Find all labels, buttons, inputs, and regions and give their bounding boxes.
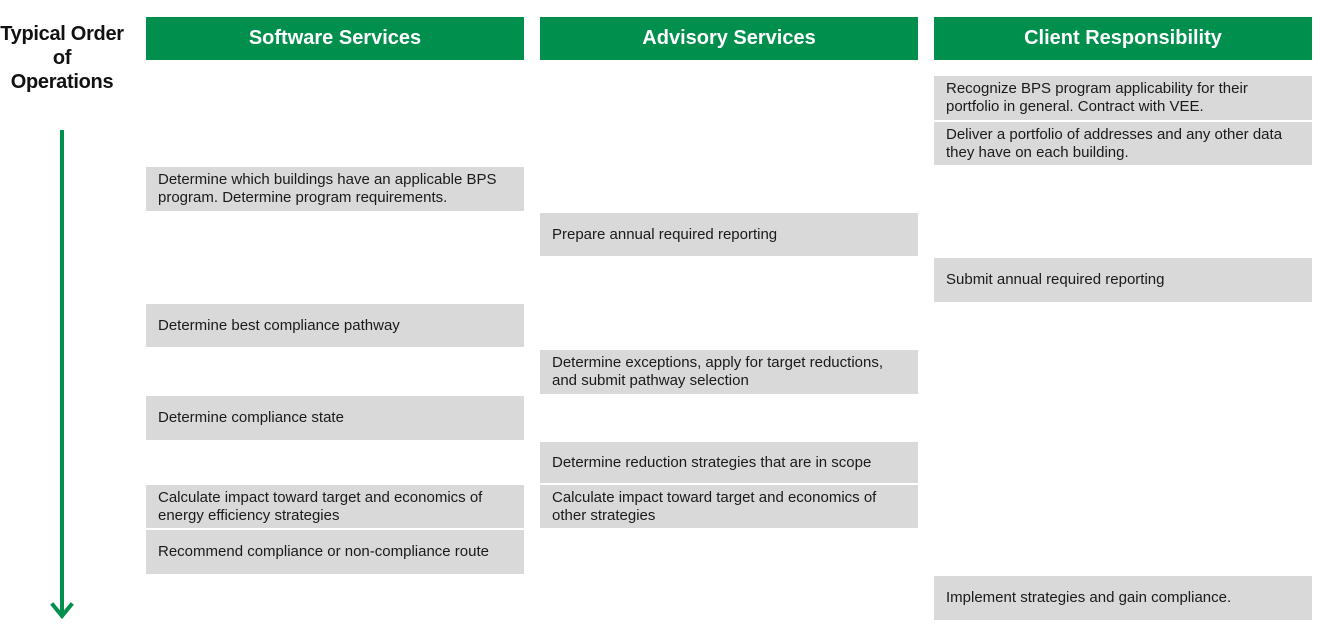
header-client-responsibility: Client Responsibility xyxy=(934,17,1312,60)
step-box: Implement strategies and gain compliance. xyxy=(934,576,1312,620)
header-advisory-services: Advisory Services xyxy=(540,17,918,60)
step-box: Determine reduction strategies that are in scope xyxy=(540,442,918,483)
step-box: Determine exceptions, apply for target reductions, and submit pathway selection xyxy=(540,350,918,394)
step-box: Calculate impact toward target and economics of other strategies xyxy=(540,485,918,528)
step-box: Recommend compliance or non-compliance route xyxy=(146,530,524,574)
step-box: Determine compliance state xyxy=(146,396,524,440)
step-box: Submit annual required reporting xyxy=(934,258,1312,302)
down-arrow-icon xyxy=(50,130,74,624)
step-box: Recognize BPS program applicability for their portfolio in general. Contract with VEE. xyxy=(934,76,1312,120)
step-box: Deliver a portfolio of addresses and any other data they have on each building. xyxy=(934,122,1312,165)
header-software-services: Software Services xyxy=(146,17,524,60)
step-box: Determine best compliance pathway xyxy=(146,304,524,347)
step-box: Determine which buildings have an applicable BPS program. Determine program requirements. xyxy=(146,167,524,211)
step-box: Prepare annual required reporting xyxy=(540,213,918,256)
order-of-operations-label: Typical Order of Operations xyxy=(0,23,124,93)
step-box: Calculate impact toward target and economics of energy efficiency strategies xyxy=(146,485,524,528)
